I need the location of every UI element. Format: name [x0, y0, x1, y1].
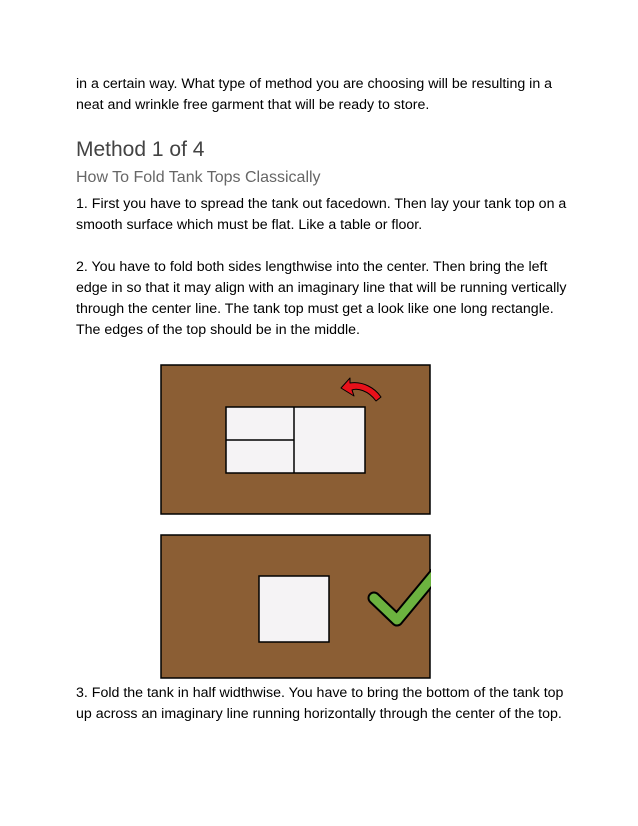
method-subheading: How To Fold Tank Tops Classically: [76, 169, 321, 186]
step-1-paragraph: 1. First you have to spread the tank out facedown. Then lay your tank top on a smooth surface which must be flat. Like a table or floor.: [76, 196, 567, 233]
step-3-paragraph: 3. Fold the tank in half widthwise. You have to bring the bottom of the tank top up across an imaginary line running horizontally through the center of the top.: [76, 685, 564, 722]
method-heading: Method 1 of 4: [76, 138, 205, 161]
folded-result-illustration: [160, 534, 431, 679]
intro-paragraph: in a certain way. What type of method you are choosing will be resulting in a neat and wrinkle free garment that will be ready to store.: [76, 76, 553, 113]
folded-tank-top: [259, 576, 329, 642]
step-2-paragraph: 2. You have to fold both sides lengthwise into the center. Then bring the left edge in so that it may align with an imaginary line that will be running vertically through the center line. The tank top must get a look like one long rectangle. The edges of the top should be in the middle.: [76, 259, 567, 338]
fold-sides-illustration: [160, 364, 431, 515]
folded-tank-top: [226, 407, 365, 473]
